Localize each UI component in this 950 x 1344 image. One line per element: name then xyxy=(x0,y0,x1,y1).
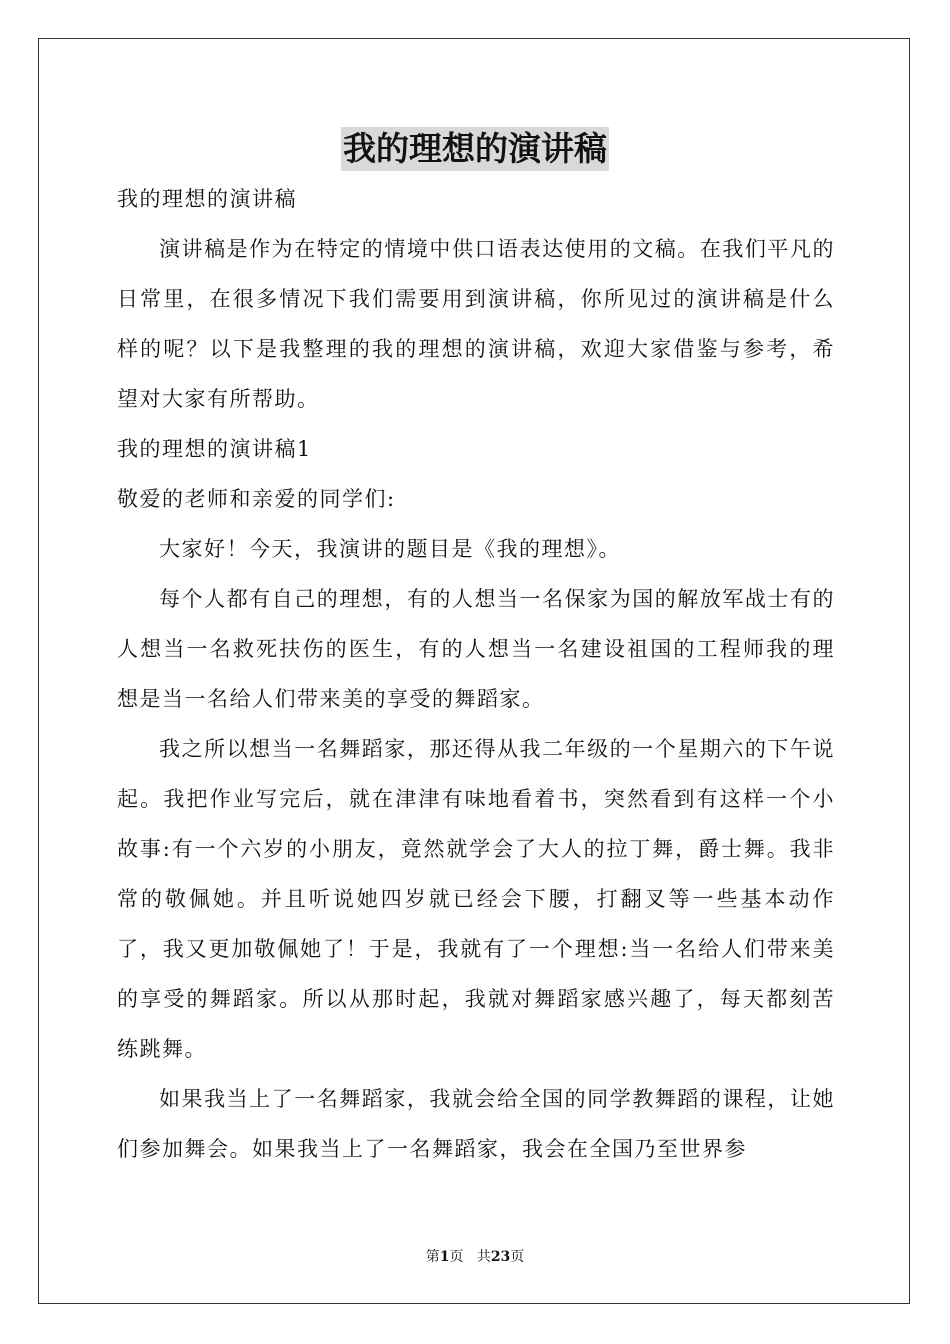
paragraph: 如果我当上了一名舞蹈家，我就会给全国的同学教舞蹈的课程，让她们参加舞会。如果我当上了一名舞蹈家，我会在全国乃至世界参 xyxy=(117,1087,835,1161)
footer-prefix: 第 xyxy=(425,1249,440,1265)
paragraph: 每个人都有自己的理想，有的人想当一名保家为国的解放军战士有的人想当一名救死扶伤的医生，有的人想当一名建设祖国的工程师我的理想是当一名给人们带来美的享受的舞蹈家。 xyxy=(117,587,835,711)
paragraph: 演讲稿是作为在特定的情境中供口语表达使用的文稿。在我们平凡的日常里，在很多情况下我们需要用到演讲稿，你所见过的演讲稿是什么样的呢？以下是我整理的我的理想的演讲稿，欢迎大家借鉴与参考，希望对大家有所帮助。 xyxy=(117,237,835,411)
paragraph: 大家好！今天，我演讲的题目是《我的理想》。 xyxy=(159,537,621,561)
title-container xyxy=(0,127,950,171)
paragraph: 我的理想的演讲稿1 xyxy=(117,437,312,461)
footer-total-pages: 23 xyxy=(490,1249,511,1265)
document-title: 我的理想的演讲稿 xyxy=(341,127,609,171)
footer-page-unit: 页 xyxy=(449,1249,464,1265)
paragraph: 敬爱的老师和亲爱的同学们: xyxy=(117,487,396,511)
footer-page-number: 1 xyxy=(439,1249,450,1265)
footer-total-prefix: 共 xyxy=(476,1249,491,1265)
footer-total-unit: 页 xyxy=(510,1249,525,1265)
document-body xyxy=(117,174,835,1174)
paragraph: 我之所以想当一名舞蹈家，那还得从我二年级的一个星期六的下午说起。我把作业写完后，就在津津有味地看着书，突然看到有这样一个小故事:有一个六岁的小朋友，竟然就学会了大人的拉丁舞，爵士舞。我非常的敬佩她。并且听说她四岁就已经会下腰，打翻叉等一些基本动作了，我又更加敬佩她了！于是，我就有了一个理想:当一名给人们带来美的享受的舞蹈家。所以从那时起，我就对舞蹈家感兴趣了，每天都刻苦练跳舞。 xyxy=(117,737,835,1061)
paragraph: 我的理想的演讲稿 xyxy=(117,187,297,211)
page-footer xyxy=(0,1247,950,1267)
